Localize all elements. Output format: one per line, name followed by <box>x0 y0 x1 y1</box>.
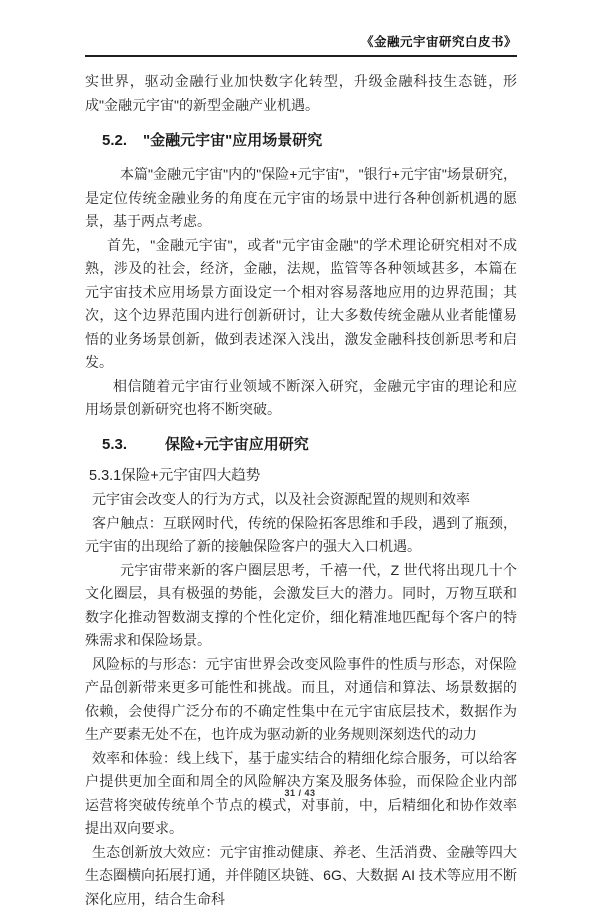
paragraph-efficiency-experience: 效率和体验：线上线下，基于虚实结合的精细化综合服务，可以给客户提供更加全面和周全的风险解决方案及服务体验，而保险企业内部运营将突破传统单个节点的模式，对事前，中，后精细化和协作效率提出双向要求。 <box>85 747 517 841</box>
section-5-2-number: 5.2. <box>102 130 127 151</box>
section-5-2-title: "金融元宇宙"应用场景研究 <box>143 132 322 149</box>
page-header <box>85 32 517 57</box>
paragraph-metaverse-behavior: 元宇宙会改变人的行为方式，以及社会资源配置的规则和效率 <box>85 488 517 512</box>
section-5-3-number: 5.3. <box>102 434 127 455</box>
section-heading-5-3 <box>102 434 517 455</box>
page-number-indicator: 31 / 43 <box>284 788 315 798</box>
paragraph-customer-circles: 元宇宙带来新的客户圈层思考，千禧一代，Z 世代将出现几十个文化圈层，具有极强的势能，会激发巨大的潜力。同时，万物互联和数字化推动智数湖支撑的个性化定价，细化精准地匹配每个客户的特殊需求和保险场景。 <box>85 559 517 653</box>
paragraph-risk-subject-form: 风险标的与形态：元宇宙世界会改变风险事件的性质与形态，对保险产品创新带来更多可能性和挑战。而且，对通信和算法、场景数据的依赖，会使得广泛分布的不确定性集中在元宇宙底层技术，数据作为生产要素无处不在，也许成为驱动新的业务规则深刻迭代的动力 <box>85 653 517 747</box>
paragraph-belief-breakthrough: 相信随着元宇宙行业领域不断深入研究，金融元宇宙的理论和应用场景创新研究也将不断突破。 <box>85 375 517 422</box>
document-title: 《金融元宇宙研究白皮书》 <box>361 35 517 49</box>
subsection-heading-5-3-1: 5.3.1保险+元宇宙四大趋势 <box>85 465 517 489</box>
paragraph-customer-touchpoint: 客户触点：互联网时代，传统的保险拓客思维和手段，遇到了瓶颈，元宇宙的出现给了新的接触保险客户的强大入口机遇。 <box>85 512 517 559</box>
section-5-3-title: 保险+元宇宙应用研究 <box>165 436 309 453</box>
paragraph-scene-research-intro: 本篇"金融元宇宙"内的"保险+元宇宙"，"银行+元宇宙"场景研究，是定位传统金融业务的角度在元宇宙的场景中进行各种创新机遇的愿景，基于两点考虑。 <box>85 163 517 234</box>
document-body <box>85 70 517 911</box>
paragraph-ecosystem-innovation: 生态创新放大效应：元宇宙推动健康、养老、生活消费、金融等四大生态圈横向拓展打通，并伴随区块链、6G、大数据 AI 技术等应用不断深化应用，结合生命科 <box>85 841 517 911</box>
section-heading-5-2 <box>102 130 517 151</box>
paragraph-intro-continuation: 实世界，驱动金融行业加快数字化转型，升级金融科技生态链，形成"金融元宇宙"的新型金融产业机遇。 <box>85 70 517 117</box>
page-footer <box>0 788 600 798</box>
paragraph-first-consideration: 首先，"金融元宇宙"，或者"元宇宙金融"的学术理论研究相对不成熟，涉及的社会，经济，金融，法规，监管等各种领域甚多，本篇在元宇宙技术应用场景方面设定一个相对容易落地应用的边界范围；其次，这个边界范围内进行创新研讨，让大多数传统金融从业者能懂易悟的业务场景创新，做到表述深入浅出，激发金融科技创新思考和启发。 <box>85 234 517 375</box>
